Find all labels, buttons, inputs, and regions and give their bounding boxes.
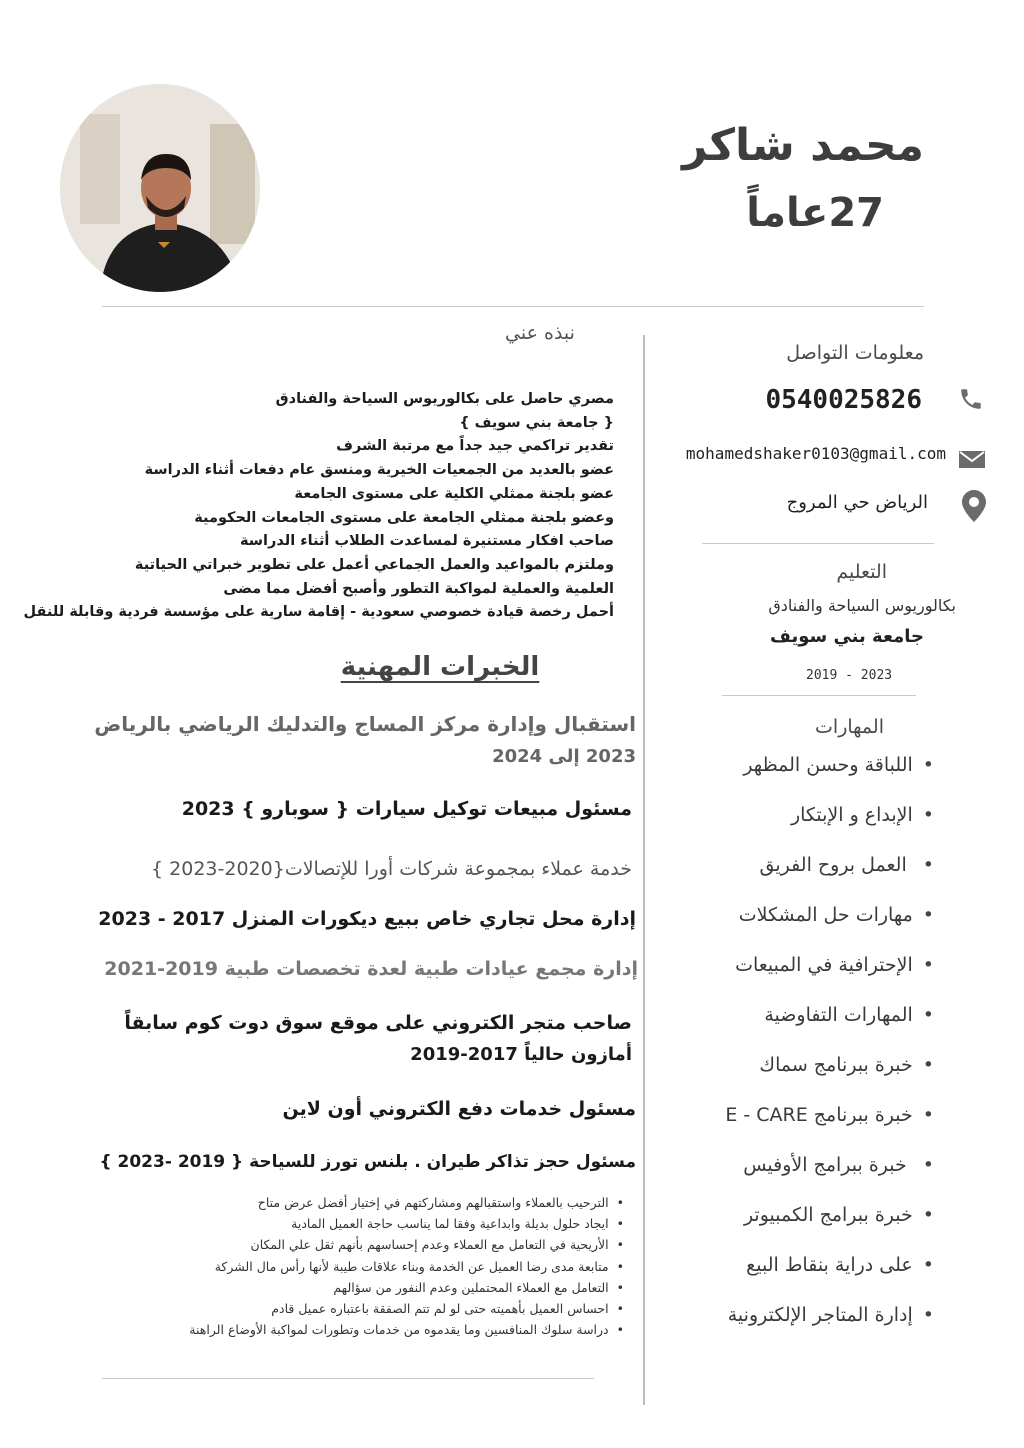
about-line: عضو بالعديد من الجمعيات الخيرية ومنسق عام دفعات أثناء الدراسة — [144, 462, 614, 479]
duty-item: • احساس العميل بأهميته حتى لو لم تتم الصفقة باعتباره عميل قادم — [64, 1298, 624, 1319]
about-line: العلمية والعملية لمواكبة التطور وأصبح أفضل مما مضى — [223, 580, 614, 597]
skill-item: • خبرة ببرامج الكمبيوتر — [674, 1200, 934, 1250]
footer-divider — [102, 1378, 594, 1379]
education-divider — [722, 695, 916, 696]
about-line: عضو بلجنة ممثلي الكلية على مستوى الجامعة — [294, 485, 614, 502]
about-line: { جامعة بني سويف } — [459, 414, 614, 431]
profile-photo — [60, 84, 260, 292]
about-title: نبذه عني — [505, 322, 575, 344]
email-address[interactable]: mohamedshaker0103@gmail.com — [685, 444, 946, 463]
skill-item: • الإحترافية في المبيعات — [674, 950, 934, 1000]
skill-item: • الإبداع و الإبتكار — [674, 800, 934, 850]
phone-icon — [958, 386, 984, 412]
education-years: 2019 - 2023 — [806, 668, 893, 683]
experience-item: صاحب متجر الكتروني على موقع سوق دوت كوم سابقاً — [124, 1012, 632, 1034]
person-portrait — [60, 84, 260, 292]
experience-item: مسئول حجز تذاكر طيران . بلنس تورز للسياحة { 2019 -2023 } — [99, 1152, 636, 1172]
about-line: وملتزم بالمواعيد والعمل الجماعي أعمل على تطوير خبراتي الحياتية — [134, 556, 614, 573]
experience-item: إدارة مجمع عيادات طبية لعدة تخصصات طبية 2019-2021 — [104, 958, 638, 980]
education-university: جامعة بني سويف — [770, 626, 924, 647]
skill-item: • خبرة ببرنامج سماك — [674, 1050, 934, 1100]
skills-list — [674, 750, 934, 1350]
column-divider — [643, 335, 645, 1405]
skills-title: المهارات — [815, 716, 884, 738]
phone-number[interactable]: 0540025826 — [765, 385, 922, 415]
experience-item-dates: 2023 إلى 2024 — [492, 746, 636, 767]
candidate-age: 27عاماً — [746, 190, 884, 236]
location-text: الرياض حي المروج — [786, 492, 928, 513]
about-line: مصري حاصل على بكالوريوس السياحة والفنادق — [275, 391, 614, 407]
skill-item: • مهارات حل المشكلات — [674, 900, 934, 950]
experience-item: استقبال وإدارة مركز المساج والتدليك الرياضي بالرياض — [94, 712, 636, 736]
envelope-icon — [958, 448, 984, 474]
experience-item: إدارة محل تجاري خاص ببيع ديكورات المنزل 2017 - 2023 — [98, 908, 636, 930]
about-line: تقدير تراكمي جيد جداً مع مرتبة الشرف — [336, 438, 614, 455]
education-title: التعليم — [836, 561, 887, 583]
experience-item: مسئول خدمات دفع الكتروني أون لاين — [282, 1098, 636, 1120]
duty-item: • ايجاد حلول بديلة وابداعية وفقا لما يناسب حاجة العميل المادية — [64, 1213, 624, 1234]
duty-item: • الترحيب بالعملاء واستقبالهم ومشاركتهم في إختيار أفضل عرض متاح — [64, 1192, 624, 1213]
skill-item: • خبرة ببرنامج E - CARE — [674, 1100, 934, 1150]
skill-item: • خبرة ببرامج الأوفيس — [674, 1150, 934, 1200]
duty-item: • متابعة مدى رضا العميل عن الخدمة وبناء علاقات طيبة لأنها رأس مال الشركة — [64, 1256, 624, 1277]
about-line: وعضو بلجنة ممثلي الجامعة على مستوى الجامعات الحكومية — [194, 509, 614, 526]
duty-item: • دراسة سلوك المنافسين وما يقدموه من خدمات وتطورات لمواكبة الأوضاع الراهنة — [64, 1319, 624, 1340]
contact-title: معلومات التواصل — [786, 342, 924, 364]
experience-item: خدمة عملاء بمجموعة شركات أورا للإتصالات{2020-2023 } — [151, 858, 632, 880]
candidate-name: محمد شاكر — [682, 120, 924, 171]
about-list — [0, 388, 614, 625]
skill-item: • إدارة المتاجر الإلكترونية — [674, 1300, 934, 1350]
skill-item: • اللباقة وحسن المظهر — [674, 750, 934, 800]
header-divider — [102, 306, 924, 307]
experience-title: الخبرات المهنية — [340, 652, 540, 682]
experience-item-dates: أمازون حالياً 2017-2019 — [410, 1044, 632, 1065]
skill-item: • المهارات التفاوضية — [674, 1000, 934, 1050]
skill-item: • على دراية بنقاط البيع — [674, 1250, 934, 1300]
duty-item: • الأريحية في التعامل مع العملاء وعدم إحساسهم بأنهم ثقل علي المكان — [64, 1234, 624, 1255]
experience-item: مسئول مبيعات توكيل سيارات { سوبارو } 2023 — [181, 798, 632, 820]
duty-item: • التعامل مع العملاء المحتملين وعدم النفور من سؤالهم — [64, 1277, 624, 1298]
duties-list — [64, 1192, 624, 1340]
contact-divider — [702, 543, 934, 544]
about-line: أحمل رخصة قيادة خصوصي سعودية - إقامة سارية على مؤسسة فردية وقابلة للنقل — [23, 604, 614, 621]
skill-item: • العمل بروح الفريق — [674, 850, 934, 900]
education-degree: بكالوريوس السياحة والفنادق — [768, 596, 956, 615]
location-pin-icon — [962, 490, 988, 516]
about-line: صاحب افكار مستنيرة لمساعدت الطلاب أثناء الدراسة — [240, 533, 614, 550]
